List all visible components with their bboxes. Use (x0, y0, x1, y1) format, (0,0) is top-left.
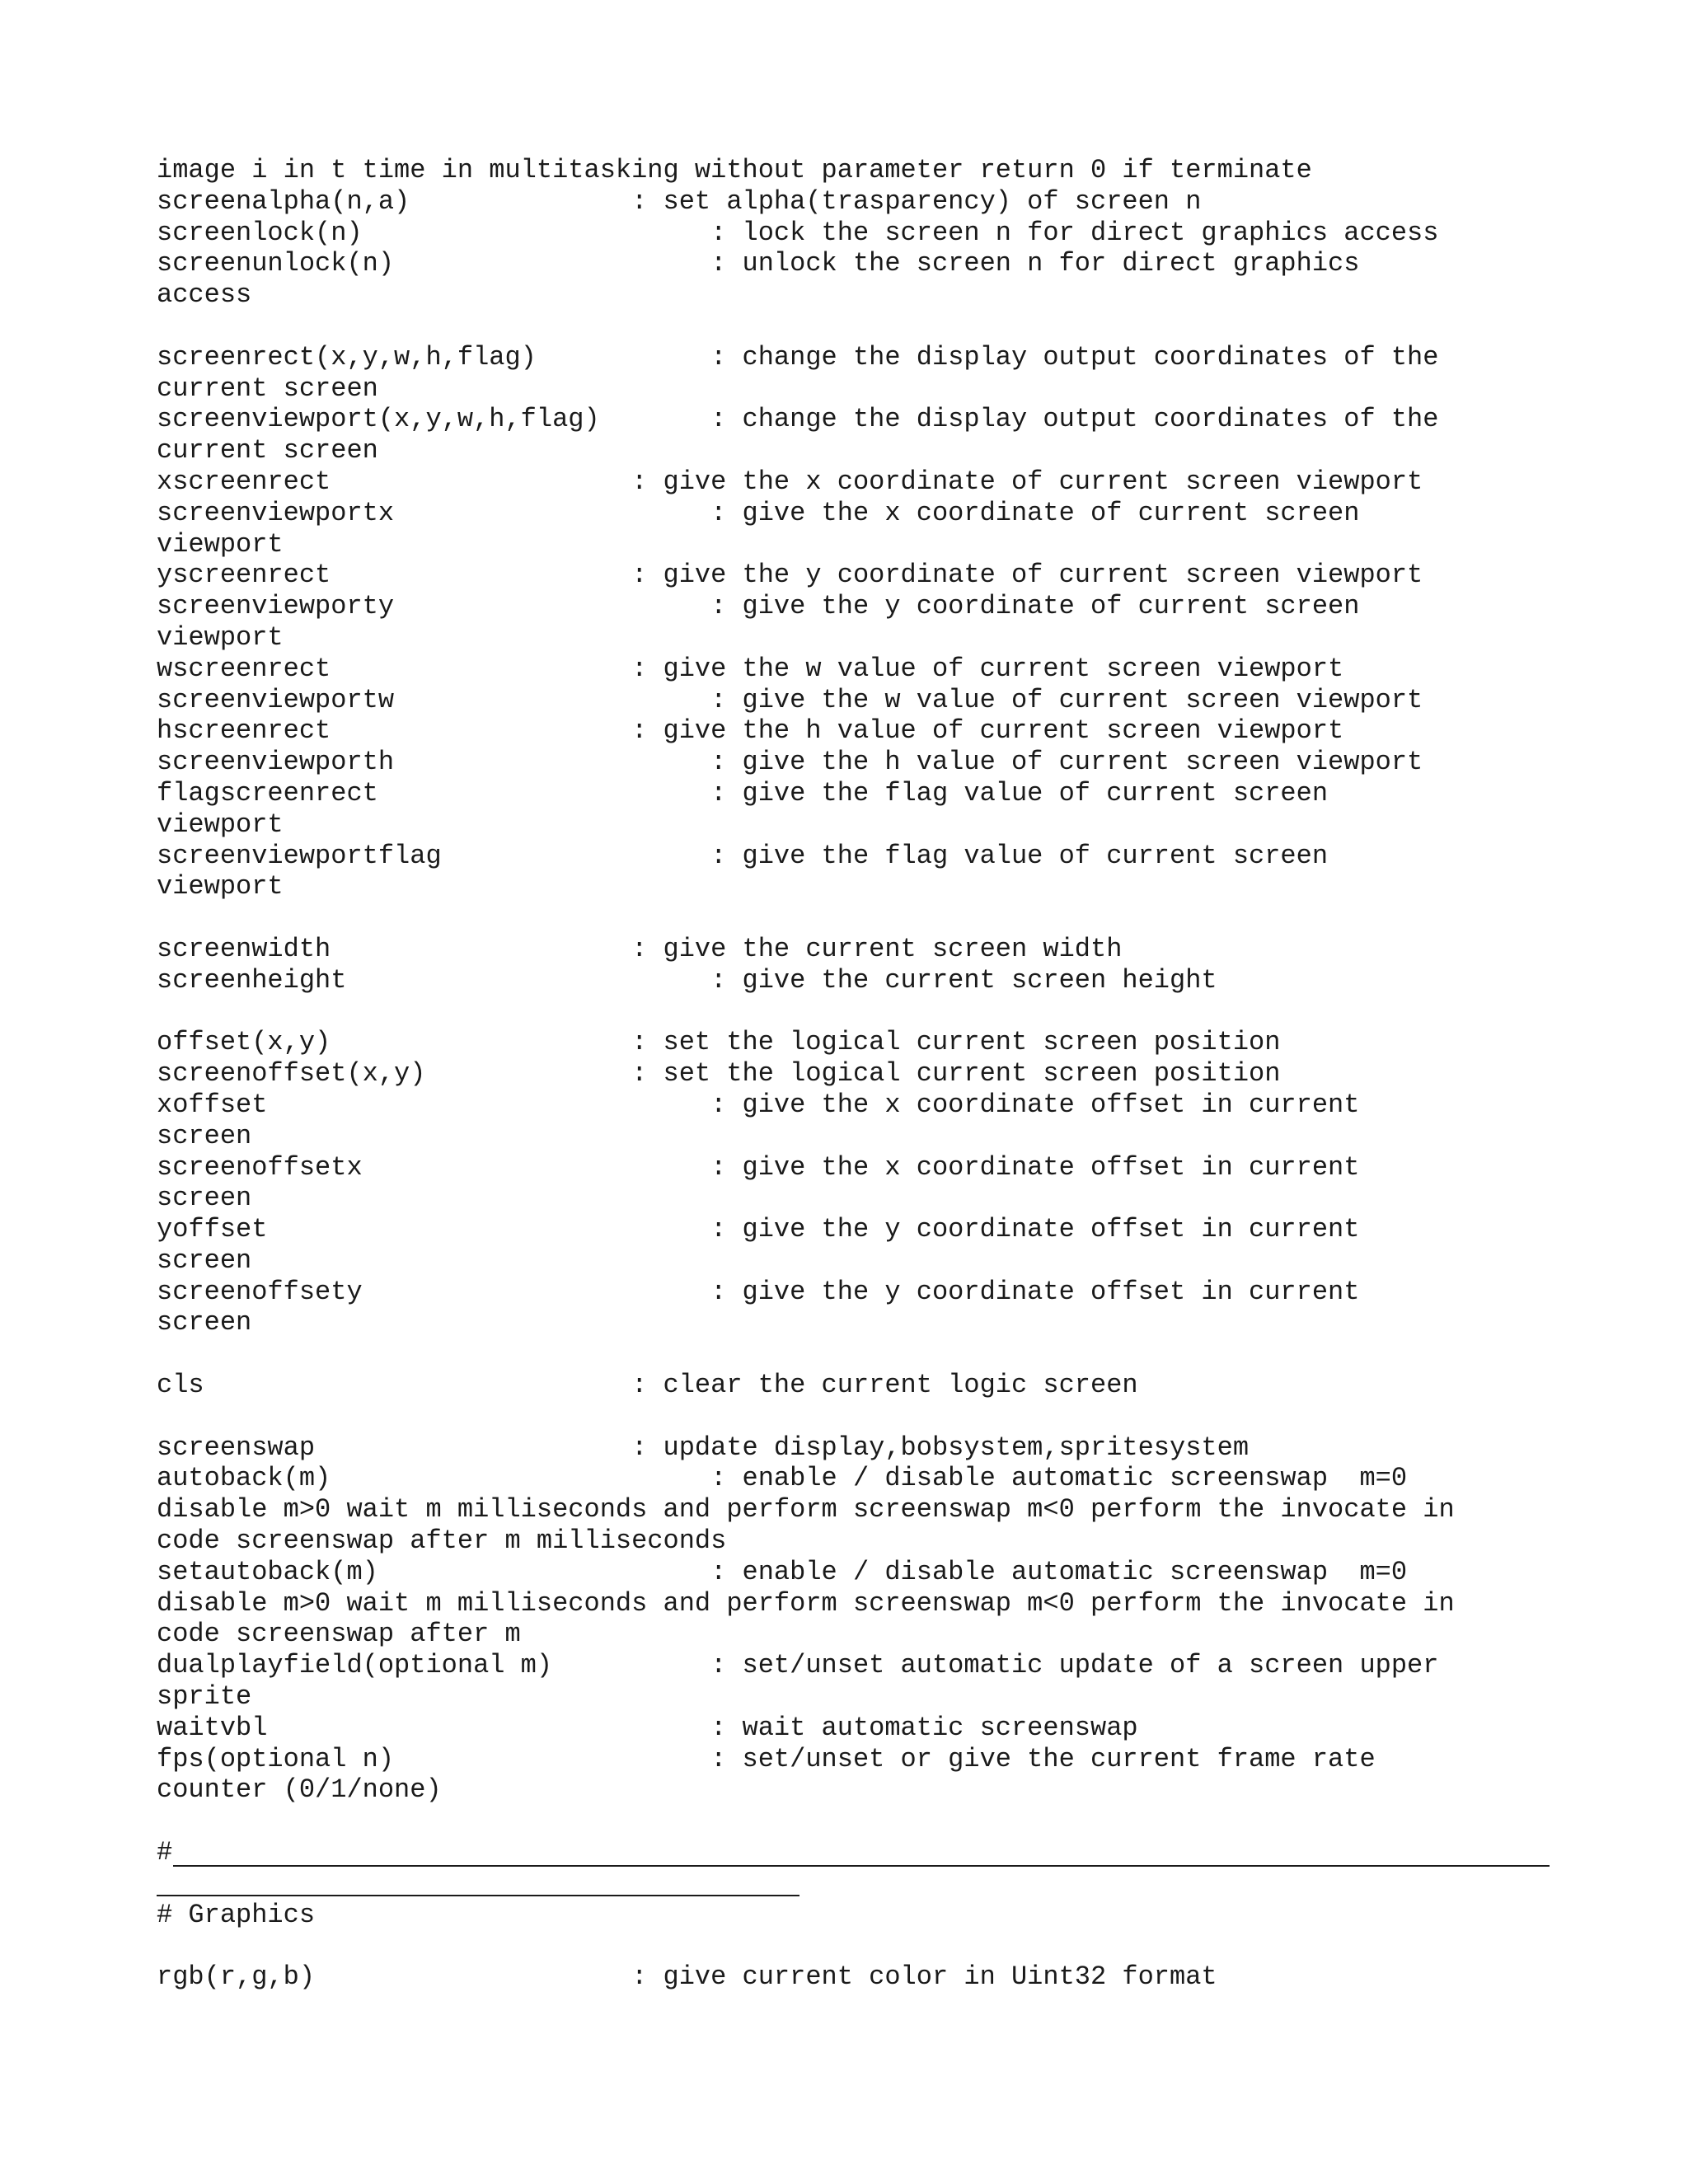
blank-line (157, 1806, 1541, 1837)
text-line: current screen (157, 435, 378, 466)
text-line: viewport (157, 808, 284, 840)
text-line: xoffset : give the x coordinate offset in current (157, 1089, 1360, 1120)
text-line: counter (0/1/none) (157, 1774, 442, 1806)
text-line: rgb(r,g,b) : give current color in Uint32 format (157, 1961, 1217, 1993)
text-line: screenviewport(x,y,w,h,flag) : change the display output coordinates of the (157, 404, 1439, 435)
text-line: waitvbl : wait automatic screenswap (157, 1712, 1138, 1743)
text-line: screenwidth : give the current screen width (157, 933, 1123, 964)
text-line: screenviewportx : give the x coordinate of current screen (157, 497, 1360, 528)
text-line: image i in t time in multitasking without parameter return 0 if terminate (157, 155, 1312, 185)
text-line: screenheight : give the current screen height (157, 964, 1217, 996)
text-line: screen (157, 1244, 252, 1276)
text-line: xscreenrect : give the x coordinate of current screen viewport (157, 466, 1423, 497)
text-line: screenviewportw : give the w value of current screen viewport (157, 684, 1423, 715)
text-line: sprite (157, 1681, 252, 1713)
blank-line (157, 1930, 1541, 1961)
text-line: offset(x,y) : set the logical current screen position (157, 1027, 1281, 1058)
blank-line (157, 1338, 1541, 1370)
text-line: cls : clear the current logic screen (157, 1370, 1138, 1401)
text-line: disable m>0 wait m milliseconds and perform screenswap m<0 perform the invocate in (157, 1494, 1455, 1526)
text-line: wscreenrect : give the w value of current screen viewport (157, 653, 1344, 684)
text-line: screenlock(n) : lock the screen n for direct graphics access (157, 217, 1439, 248)
text-line: screenunlock(n) : unlock the screen n for direct graphics (157, 248, 1360, 279)
document-body (157, 155, 1541, 1837)
text-line: hscreenrect : give the h value of current screen viewport (157, 715, 1344, 747)
divider-line (173, 1865, 1550, 1867)
text-line: yoffset : give the y coordinate offset in current (157, 1214, 1360, 1245)
text-line: viewport (157, 871, 284, 902)
text-line: dualplayfield(optional m) : set/unset automatic update of a screen upper (157, 1650, 1439, 1681)
text-line: code screenswap after m (157, 1619, 521, 1650)
text-line: viewport (157, 528, 284, 560)
text-line: screenalpha(n,a) : set alpha(trasparency) of screen n (157, 185, 1202, 217)
text-line: access (157, 279, 252, 311)
section-divider (157, 1837, 1541, 1868)
divider-hash: # (157, 1837, 173, 1868)
text-line: screenswap : update display,bobsystem,spritesystem (157, 1432, 1250, 1463)
text-line: screen (157, 1120, 252, 1151)
text-line: screen (157, 1307, 252, 1338)
section-divider-continued (157, 1868, 1541, 1900)
text-line: screenviewporth : give the h value of current screen viewport (157, 747, 1423, 778)
blank-line (157, 1401, 1541, 1432)
text-line: autoback(m) : enable / disable automatic screenswap m=0 (157, 1463, 1408, 1494)
text-line: screenoffset(x,y) : set the logical current screen position (157, 1058, 1281, 1090)
text-line: screenrect(x,y,w,h,flag) : change the display output coordinates of the (157, 341, 1439, 373)
text-line: flagscreenrect : give the flag value of current screen (157, 777, 1329, 808)
blank-line (157, 902, 1541, 934)
divider-line-short (157, 1895, 799, 1896)
text-line: viewport (157, 621, 284, 653)
text-line: fps(optional n) : set/unset or give the current frame rate (157, 1743, 1376, 1774)
text-line: yscreenrect : give the y coordinate of current screen viewport (157, 560, 1423, 591)
text-line: screenoffsetx : give the x coordinate offset in current (157, 1151, 1360, 1183)
blank-line (157, 996, 1541, 1028)
text-line: screen (157, 1183, 252, 1214)
blank-line (157, 311, 1541, 342)
section-heading: # Graphics (157, 1899, 316, 1930)
text-line: screenviewportflag : give the flag value of current screen (157, 840, 1329, 871)
text-line: screenviewporty : give the y coordinate of current screen (157, 591, 1360, 622)
text-line: screenoffsety : give the y coordinate offset in current (157, 1276, 1360, 1307)
document-page (157, 155, 1541, 1993)
text-line: code screenswap after m milliseconds (157, 1526, 727, 1557)
text-line: current screen (157, 373, 378, 404)
text-line: disable m>0 wait m milliseconds and perform screenswap m<0 perform the invocate in (157, 1587, 1455, 1619)
text-line: setautoback(m) : enable / disable automatic screenswap m=0 (157, 1556, 1408, 1587)
